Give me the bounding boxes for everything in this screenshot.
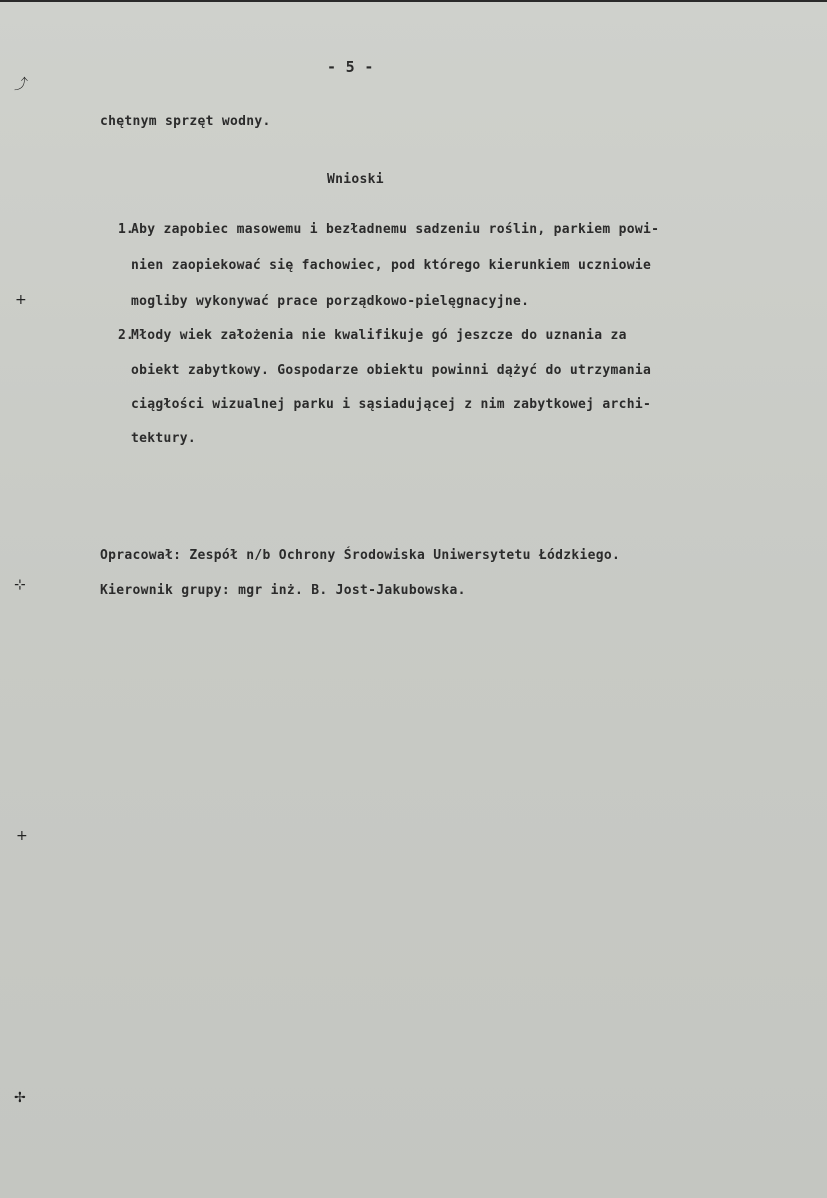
margin-tick-mark: ⊹	[14, 577, 26, 593]
item-line: mogliby wykonywać prace porządkowo-pielęgnacyjne.	[131, 294, 530, 309]
page-number: - 5 -	[327, 58, 374, 76]
item-line: obiekt zabytkowy. Gospodarze obiektu powinni dążyć do utrzymania	[131, 363, 652, 378]
item-line: ciągłości wizualnej parku i sąsiadującej z nim zabytkowej archi-	[131, 397, 652, 412]
margin-tick-mark: +	[15, 292, 27, 308]
group-leader-line: Kierownik grupy: mgr inż. B. Jost-Jakubowska.	[100, 583, 466, 598]
section-heading: Wnioski	[327, 172, 384, 187]
margin-tick-mark: ⤴	[14, 77, 28, 93]
continuation-text: chętnym sprzęt wodny.	[100, 114, 271, 129]
item-line: nien zaopiekować się fachowiec, pod którego kierunkiem uczniowie	[131, 258, 652, 273]
prepared-by-line: Opracował: Zespół n/b Ochrony Środowiska Uniwersytetu Łódzkiego.	[100, 548, 621, 563]
margin-tick-mark: ✢	[14, 1090, 26, 1106]
item-line: Aby zapobiec masowemu i bezładnemu sadzeniu roślin, parkiem powi-	[131, 222, 660, 237]
margin-tick-mark: +	[16, 828, 28, 844]
item-number: 1.	[118, 222, 134, 237]
item-line: tektury.	[131, 431, 197, 446]
item-number: 2.	[118, 328, 134, 343]
item-line: Młody wiek założenia nie kwalifikuje gó jeszcze do uznania za	[131, 328, 627, 343]
